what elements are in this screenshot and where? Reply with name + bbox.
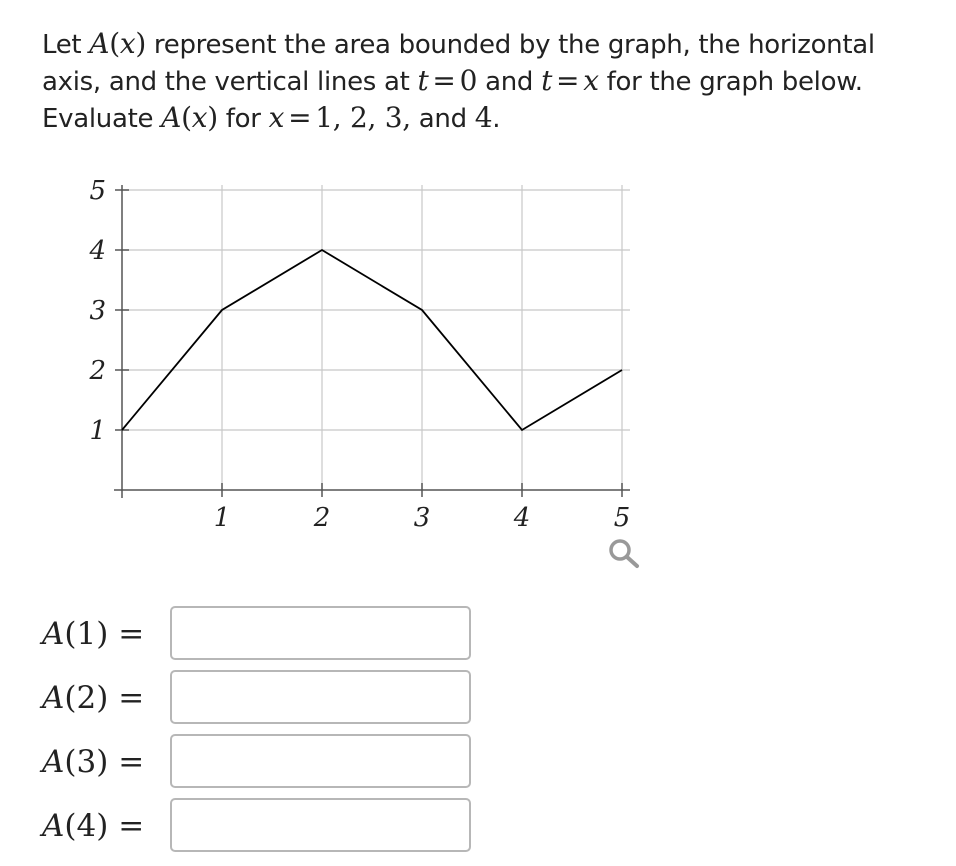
axis-ticks [115,190,622,497]
prompt-text-1: Let [42,30,90,60]
axes [114,185,630,498]
math-t-equals-0: t = 0 [417,64,478,97]
prompt-text-3: for the graph below. Evaluate [42,67,863,134]
math-A-of-x-2: A(x) [161,101,218,134]
answer-input-A1[interactable] [170,606,471,660]
x-tick-label-4: 4 [513,503,531,533]
answer-input-A3[interactable] [170,734,471,788]
series-line [122,250,622,430]
magnifier-icon-svg [606,536,642,572]
math-x-values: x = 1, 2, 3, [268,101,411,134]
question-prompt: Let A(x) represent the area bounded by the graph, the horizontal axis, and the vertical lines at t = 0 and t = x for the graph below. Evaluate A(x) for x = 1, 2, 3, and 4. [42,27,875,134]
math-A-of-x-1: A(x) [89,27,146,60]
answer-label-A4: A(4) = [42,808,145,844]
prompt-text-2: represent the area bounded by the graph, the horizontal axis, and the vertical lines at [42,30,875,97]
math-t-equals-x: t = x [541,64,599,97]
x-tick-label-3: 3 [413,503,431,533]
answer-input-A4[interactable] [170,798,471,852]
y-tick-label-5: 5 [89,176,106,206]
y-tick-label-2: 2 [89,356,106,386]
answer-label-A1: A(1) = [42,616,145,652]
answer-row-3 [42,734,482,792]
y-tick-label-4: 4 [89,236,106,266]
answer-input-A2[interactable] [170,670,471,724]
answer-row-4 [42,798,482,856]
prompt-text-and: and [477,67,542,97]
prompt-text-and-2: and [410,104,475,134]
magnifier-icon[interactable] [606,536,642,572]
magnifier-handle [627,557,637,566]
x-tick-label-5: 5 [613,503,631,533]
prompt-text-for: for [217,104,269,134]
x-tick-label-2: 2 [313,503,331,533]
math-last-value: 4 [474,101,493,134]
x-tick-label-1: 1 [213,503,231,533]
function-line [122,250,622,430]
answer-label-A3: A(3) = [42,744,145,780]
y-tick-label-1: 1 [89,416,106,446]
answer-row-2 [42,670,482,728]
answer-row-1 [42,606,482,664]
tick-labels [88,176,630,533]
answer-label-A2: A(2) = [42,680,145,716]
y-tick-label-3: 3 [89,296,106,326]
area-graph [0,160,700,580]
